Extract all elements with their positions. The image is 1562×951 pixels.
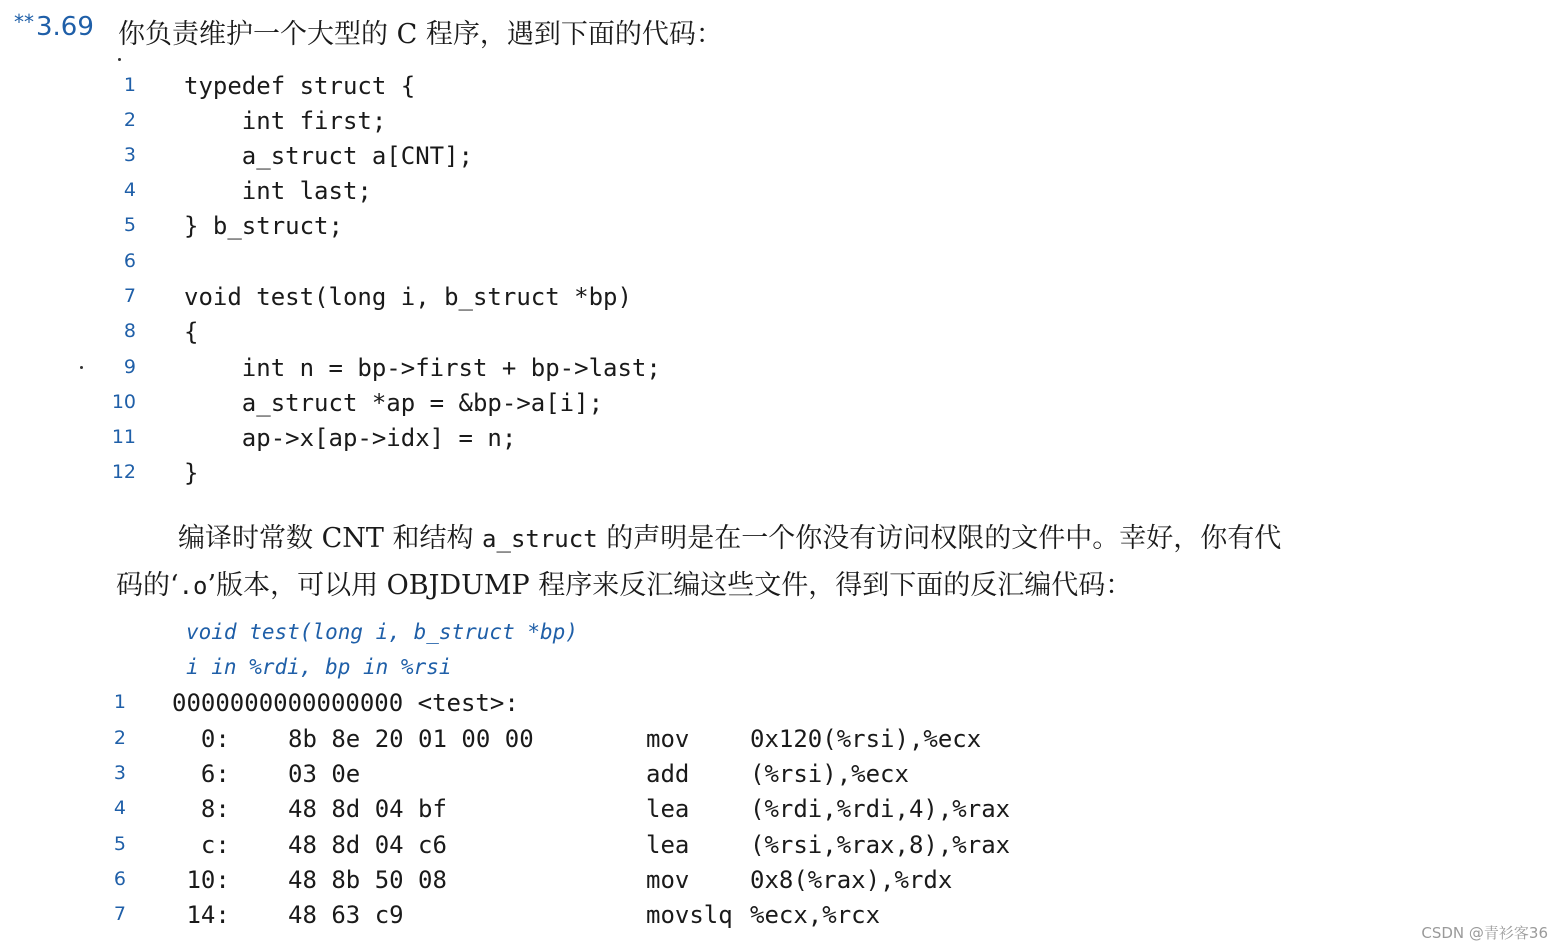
asm-bytes: 48 8d 04 bf xyxy=(288,795,447,823)
paragraph-text: 的声明是在一个你没有访问权限的文件中。幸好，你有代 xyxy=(597,523,1282,554)
scan-dot xyxy=(80,366,83,369)
paragraph-text: 编译时常数 CNT 和结构 xyxy=(178,523,483,554)
line-number: 7 xyxy=(113,903,126,925)
asm-operands: (%rdi,%rdi,4),%rax xyxy=(750,795,1011,823)
paragraph-text: 码的‘ xyxy=(116,570,179,601)
paragraph-line-1 xyxy=(178,516,1281,555)
asm-operands: 0x120(%rsi),%ecx xyxy=(750,725,982,753)
watermark: CSDN @青衫客36 xyxy=(1421,924,1548,942)
scan-dot xyxy=(118,58,121,61)
problem-number xyxy=(14,10,94,42)
asm-bytes: 03 0e xyxy=(288,760,361,788)
asm-bytes: 8b 8e 20 01 00 00 xyxy=(288,725,534,753)
difficulty-stars: ** xyxy=(14,10,34,34)
line-number: 5 xyxy=(123,214,136,236)
asm-address: 8: xyxy=(172,795,230,823)
asm-address: 6: xyxy=(172,760,230,788)
asm-opcode: lea xyxy=(646,831,690,859)
asm-opcode: mov xyxy=(646,725,690,753)
asm-address: 0000000000000000 <test>: xyxy=(172,689,519,717)
asm-opcode: add xyxy=(646,760,690,788)
code-line: { xyxy=(184,318,199,346)
asm-comment-registers: i in %rdi, bp in %rsi xyxy=(186,655,452,679)
code-line: int first; xyxy=(184,107,387,135)
code-line: a_struct *ap = &bp->a[i]; xyxy=(184,389,604,417)
line-number: 3 xyxy=(123,144,136,166)
problem-number-text: 3.69 xyxy=(36,12,94,42)
code-line: int last; xyxy=(184,177,372,205)
inline-code: .o xyxy=(178,572,208,600)
asm-operands: %ecx,%rcx xyxy=(750,901,881,929)
line-number: 2 xyxy=(113,727,126,749)
code-line: } b_struct; xyxy=(184,212,343,240)
code-line: typedef struct { xyxy=(184,72,416,100)
asm-opcode: movslq xyxy=(646,901,733,929)
line-number: 9 xyxy=(123,356,136,378)
asm-address: 0: xyxy=(172,725,230,753)
code-line: } xyxy=(184,459,199,487)
line-number: 3 xyxy=(113,762,126,784)
line-number: 12 xyxy=(111,461,136,483)
asm-operands: (%rsi,%rax,8),%rax xyxy=(750,831,1011,859)
line-number: 6 xyxy=(123,250,136,272)
asm-opcode: lea xyxy=(646,795,690,823)
code-line: void test(long i, b_struct *bp) xyxy=(184,283,632,311)
code-line: int n = bp->first + bp->last; xyxy=(184,354,661,382)
line-number: 10 xyxy=(111,391,136,413)
line-number: 1 xyxy=(123,74,136,96)
asm-bytes: 48 8b 50 08 xyxy=(288,866,447,894)
line-number: 1 xyxy=(113,691,126,713)
line-number: 6 xyxy=(113,868,126,890)
paragraph-line-2 xyxy=(116,563,1132,602)
asm-address: 14: xyxy=(172,901,230,929)
asm-operands: 0x8(%rax),%rdx xyxy=(750,866,953,894)
asm-address: c: xyxy=(172,831,230,859)
line-number: 11 xyxy=(111,426,136,448)
paragraph-text: ’版本，可以用 OBJDUMP 程序来反汇编这些文件，得到下面的反汇编代码： xyxy=(207,570,1133,601)
line-number: 4 xyxy=(113,797,126,819)
line-number: 2 xyxy=(123,109,136,131)
line-number: 7 xyxy=(123,285,136,307)
line-number: 4 xyxy=(123,179,136,201)
asm-opcode: mov xyxy=(646,866,690,894)
asm-bytes: 48 8d 04 c6 xyxy=(288,831,447,859)
asm-address: 10: xyxy=(172,866,230,894)
asm-comment-signature: void test(long i, b_struct *bp) xyxy=(186,620,578,644)
code-line: a_struct a[CNT]; xyxy=(184,142,473,170)
line-number: 8 xyxy=(123,320,136,342)
asm-operands: (%rsi),%ecx xyxy=(750,760,909,788)
code-line: ap->x[ap->idx] = n; xyxy=(184,424,517,452)
inline-code: a_struct xyxy=(482,525,598,553)
line-number: 5 xyxy=(113,833,126,855)
asm-bytes: 48 63 c9 xyxy=(288,901,404,929)
problem-title: 你负责维护一个大型的 C 程序，遇到下面的代码： xyxy=(118,19,723,50)
